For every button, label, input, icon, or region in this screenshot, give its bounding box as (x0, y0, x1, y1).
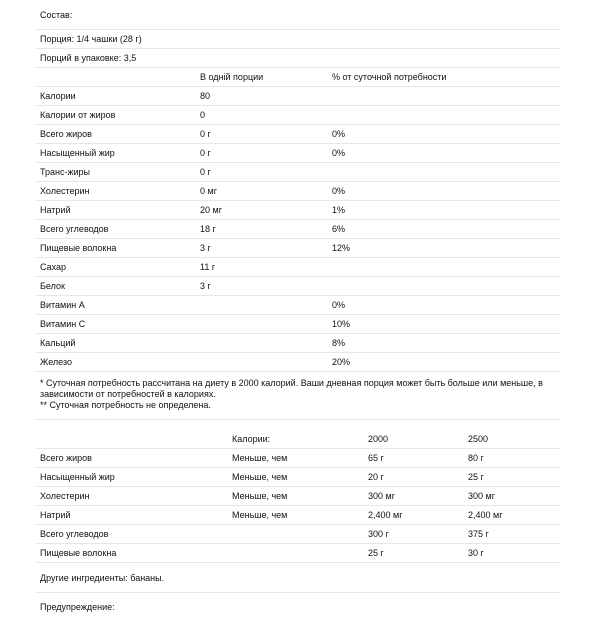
nutrient-amount: 80 (200, 91, 211, 101)
servings-per-pack: Порций в упаковке: 3,5 (40, 53, 137, 63)
nutrient-amount: 0 г (200, 148, 211, 158)
daily-value-row (36, 468, 560, 487)
nutrient-row (36, 353, 560, 372)
daily-value-2500: 2,400 мг (468, 510, 503, 520)
col-2000: 2000 (368, 434, 389, 444)
warning-row (36, 593, 560, 621)
nutrient-name: Кальций (40, 338, 76, 348)
daily-value-row (36, 506, 560, 525)
daily-value-row (36, 544, 560, 563)
other-ingredients: Другие ингредиенты: бананы. (40, 572, 165, 583)
nutrient-name: Калории (40, 91, 76, 101)
nutrient-name: Витамин A (40, 300, 85, 310)
daily-values-header (36, 430, 560, 449)
col-per-serving: В одній порции (200, 72, 264, 82)
col-2500: 2500 (468, 434, 489, 444)
daily-value-limit: Меньше, чем (232, 453, 288, 463)
warning-label: Предупреждение: (40, 602, 115, 612)
nutrient-name: Холестерин (40, 186, 90, 196)
servings-per-pack-row (36, 49, 560, 68)
nutrient-amount: 20 мг (200, 205, 222, 215)
other-ingredients-row (36, 563, 560, 593)
footnotes (36, 372, 560, 420)
footnote-undefined: ** Суточная потребность не определена. (40, 400, 211, 410)
nutrient-amount: 0 мг (200, 186, 217, 196)
serving-row (36, 30, 560, 49)
daily-value-name: Натрий (40, 510, 71, 520)
nutrient-amount: 18 г (200, 224, 216, 234)
daily-value-name: Всего углеводов (40, 529, 109, 539)
nutrient-row (36, 296, 560, 315)
daily-value-limit: Меньше, чем (232, 491, 288, 501)
nutrient-row (36, 106, 560, 125)
daily-value-2000: 300 мг (368, 491, 395, 501)
daily-value-2500: 300 мг (468, 491, 495, 501)
nutrient-daily-value: 12% (332, 243, 351, 253)
nutrient-amount: 0 г (200, 167, 211, 177)
nutrient-name: Сахар (40, 262, 67, 272)
nutrient-amount: 3 г (200, 281, 211, 291)
nutrient-daily-value: 0% (332, 148, 346, 158)
nutrient-row (36, 87, 560, 106)
nutrient-row (36, 182, 560, 201)
daily-value-name: Пищевые волокна (40, 548, 117, 558)
nutrient-name: Пищевые волокна (40, 243, 117, 253)
nutrient-name: Транс-жиры (40, 167, 90, 177)
nutrient-name: Всего углеводов (40, 224, 109, 234)
nutrient-daily-value: 1% (332, 205, 346, 215)
serving-size: Порция: 1/4 чашки (28 г) (40, 34, 142, 44)
daily-value-row (36, 525, 560, 544)
daily-value-limit: Меньше, чем (232, 472, 288, 482)
calories-label: Калории: (232, 434, 271, 444)
daily-value-2500: 30 г (468, 548, 484, 558)
nutrient-name: Всего жиров (40, 129, 92, 139)
daily-value-2500: 25 г (468, 472, 484, 482)
nutrient-daily-value: 6% (332, 224, 346, 234)
nutrient-daily-value: 20% (332, 357, 351, 367)
nutrient-name: Железо (40, 357, 72, 367)
daily-value-2000: 25 г (368, 548, 384, 558)
nutrient-row (36, 125, 560, 144)
daily-value-2500: 375 г (468, 529, 489, 539)
nutrient-row (36, 201, 560, 220)
nutrient-row (36, 315, 560, 334)
nutrient-row (36, 258, 560, 277)
composition-row (36, 0, 560, 30)
daily-value-2000: 20 г (368, 472, 384, 482)
composition-label: Состав: (40, 9, 73, 20)
nutrient-name: Натрий (40, 205, 71, 215)
col-daily-value: % от суточной потребности (332, 72, 447, 82)
nutrient-daily-value: 8% (332, 338, 346, 348)
daily-value-2000: 65 г (368, 453, 384, 463)
nutrition-table-header (36, 68, 560, 87)
nutrient-name: Насыщенный жир (40, 148, 115, 158)
nutrient-row (36, 334, 560, 353)
daily-value-row (36, 487, 560, 506)
footnote-daily-value: * Суточная потребность рассчитана на диету в 2000 калорий. Ваши дневная порция может быть больше или меньше, в зависимости от потребностей в калориях. (40, 378, 543, 399)
daily-value-name: Всего жиров (40, 453, 92, 463)
nutrient-row (36, 239, 560, 258)
nutrient-amount: 3 г (200, 243, 211, 253)
nutrient-amount: 0 г (200, 129, 211, 139)
nutrient-row (36, 144, 560, 163)
nutrient-daily-value: 10% (332, 319, 351, 329)
daily-value-2000: 2,400 мг (368, 510, 403, 520)
nutrient-row (36, 163, 560, 182)
nutrient-row (36, 277, 560, 296)
nutrient-daily-value: 0% (332, 129, 346, 139)
nutrient-name: Витамин C (40, 319, 86, 329)
nutrient-amount: 0 (200, 110, 206, 120)
nutrient-name: Калории от жиров (40, 110, 116, 120)
daily-value-limit: Меньше, чем (232, 510, 288, 520)
daily-value-2500: 80 г (468, 453, 484, 463)
nutrient-daily-value: 0% (332, 186, 346, 196)
daily-values-table (36, 449, 560, 563)
daily-value-row (36, 449, 560, 468)
nutrient-daily-value: 0% (332, 300, 346, 310)
nutrition-table (36, 87, 560, 372)
nutrient-row (36, 220, 560, 239)
daily-value-name: Насыщенный жир (40, 472, 115, 482)
daily-value-name: Холестерин (40, 491, 90, 501)
nutrient-name: Белок (40, 281, 65, 291)
nutrient-amount: 11 г (200, 262, 216, 272)
nutrition-facts (36, 0, 560, 621)
daily-value-2000: 300 г (368, 529, 389, 539)
